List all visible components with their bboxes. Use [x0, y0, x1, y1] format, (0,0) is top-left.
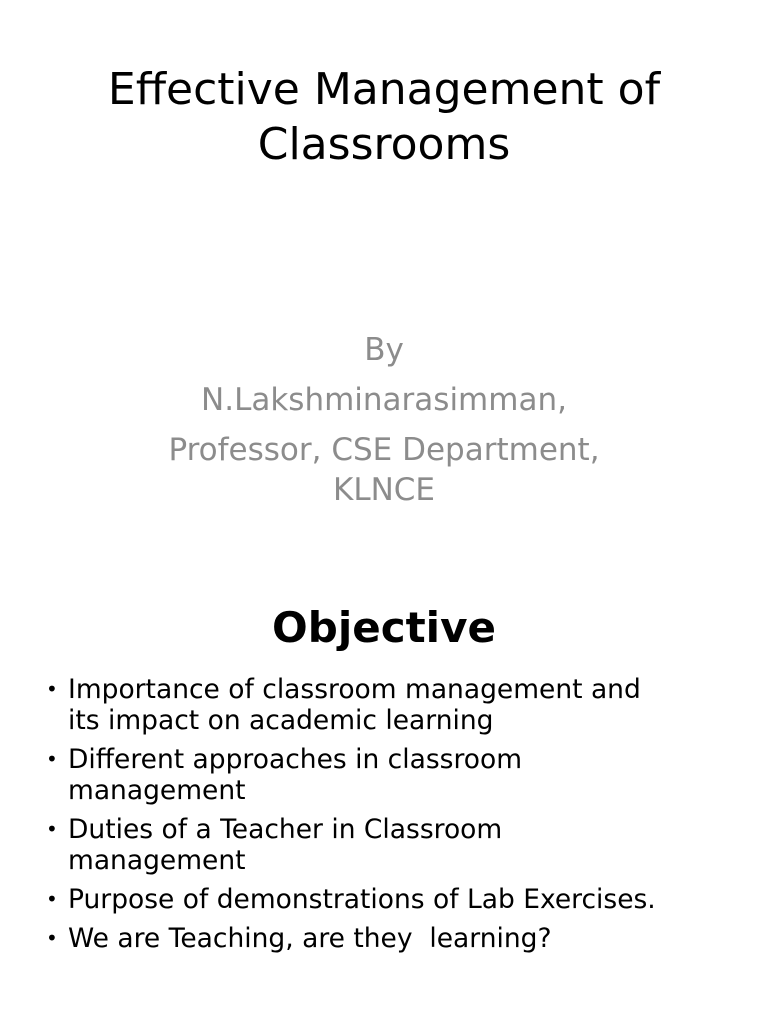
list-item-text: management: [68, 845, 246, 876]
objective-heading: Objective: [272, 603, 496, 652]
list-item-text: management: [68, 775, 246, 806]
slide-title-line-2: Classrooms: [257, 119, 511, 170]
bullet-icon: •: [46, 677, 58, 701]
byline: By: [364, 332, 404, 368]
list-item-text: Importance of classroom management and: [68, 674, 641, 705]
slide-subtitle: [40, 330, 728, 510]
list-item: [40, 884, 740, 915]
slide-title-line-1: Effective Management of: [107, 64, 661, 115]
author-name: N.Lakshminarasimman,: [201, 382, 567, 418]
list-item-text: its impact on academic learning: [68, 705, 494, 736]
list-item-text: Duties of a Teacher in Classroom: [68, 814, 503, 845]
list-item: [40, 814, 740, 876]
list-item-text: Different approaches in classroom: [68, 744, 523, 775]
slide-title: [40, 62, 728, 172]
author-role-line-1: Professor, CSE Department,: [168, 432, 600, 468]
list-item: [40, 744, 740, 806]
list-item-text: We are Teaching, are they learning?: [68, 923, 552, 954]
list-item: [40, 923, 740, 954]
bullet-icon: •: [46, 747, 58, 771]
objective-slide: [0, 576, 768, 1024]
bullet-icon: •: [46, 817, 58, 841]
objective-list: [40, 674, 740, 962]
list-item: [40, 674, 740, 736]
list-item-text: Purpose of demonstrations of Lab Exercises.: [68, 884, 656, 915]
author-role-line-2: KLNCE: [332, 472, 436, 508]
bullet-icon: •: [46, 926, 58, 950]
bullet-icon: •: [46, 887, 58, 911]
